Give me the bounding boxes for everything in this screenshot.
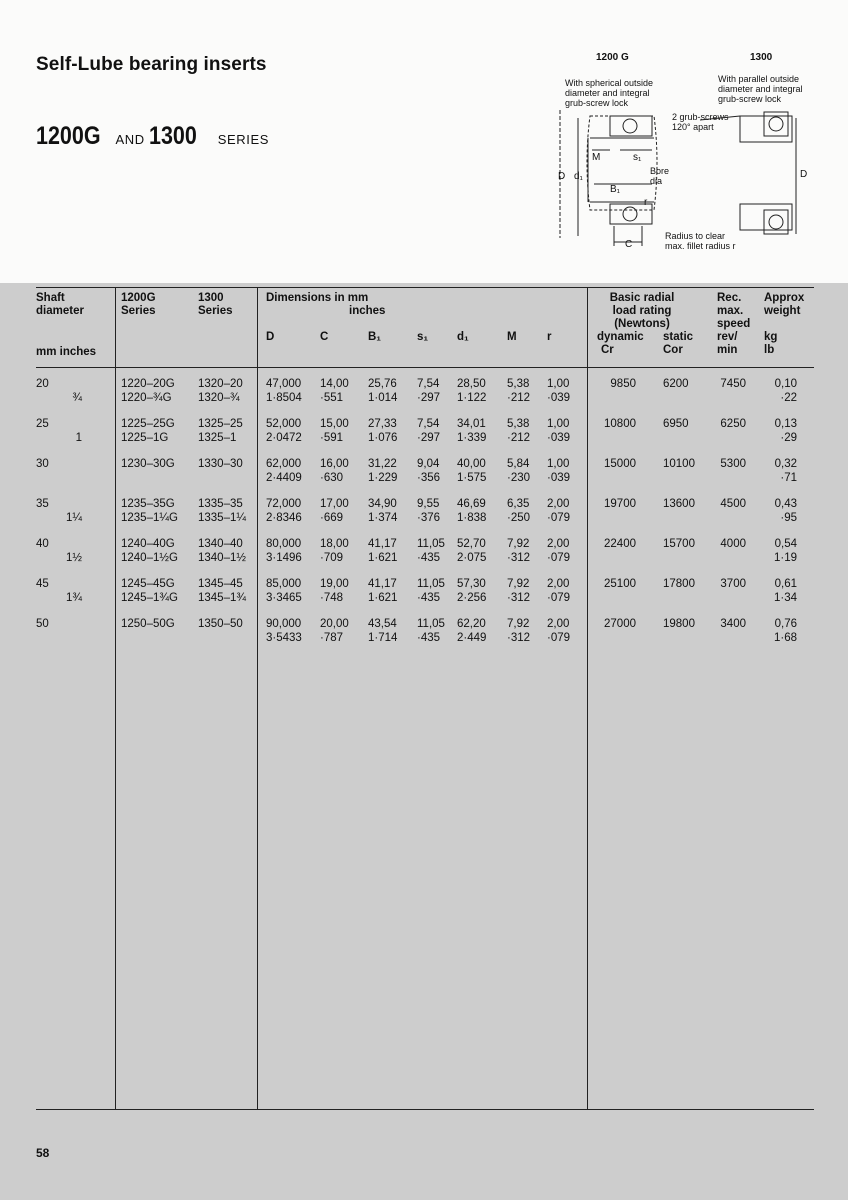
cell-mm: 25: [36, 418, 49, 430]
cell-M: 6,35 ·250: [507, 498, 531, 524]
outer-ring-left-outline: [587, 116, 657, 210]
header-shaft-units: mm inches: [36, 346, 97, 358]
table-col-divider-1: [115, 288, 116, 1109]
cell-s1: 9,04 ·356: [417, 458, 441, 484]
cell-r: 2,00 ·079: [547, 618, 571, 644]
cell-B1: 41,17 1·621: [368, 538, 398, 564]
cell-B1: 31,22 1·229: [368, 458, 398, 484]
cell-s1300: 1325–25 1325–1: [198, 418, 243, 444]
header-dims-inches: inches: [349, 305, 386, 317]
header-static: static: [663, 331, 694, 343]
diagram-desc-1300: With parallel outside diameter and integral grub-screw lock: [718, 74, 803, 104]
cell-D: 85,000 3·3465: [266, 578, 302, 604]
cell-mm: 40: [36, 538, 49, 550]
cell-cor: 15700: [663, 538, 695, 550]
header-weight: Approx weight kg lb: [764, 292, 805, 356]
cell-s1200: 1220–20G 1220–¾G: [121, 378, 175, 404]
cell-speed: 5300: [720, 458, 746, 470]
series-word: SERIES: [217, 132, 270, 147]
table-col-divider-2: [257, 288, 258, 1109]
page-title: Self-Lube bearing inserts: [36, 54, 267, 75]
cell-weight: 0,43 ·95: [774, 498, 797, 524]
cell-M: 7,92 ·312: [507, 578, 531, 604]
diagram-label-B1: B₁: [610, 184, 621, 195]
cell-D: 52,000 2·0472: [266, 418, 302, 444]
diagram-head-1200g: 1200 G: [596, 52, 629, 63]
cell-cr: 27000: [604, 618, 636, 630]
cell-D: 62,000 2·4409: [266, 458, 302, 484]
cell-inch: 1½: [66, 552, 82, 564]
cell-s1300: 1320–20 1320–¾: [198, 378, 243, 404]
series-a: 1200G: [36, 122, 101, 150]
diagram-grub-note: 2 grub-screws 120° apart: [672, 112, 729, 132]
diagram-label-C: C: [625, 239, 633, 250]
cell-speed: 7450: [720, 378, 746, 390]
cell-s1: 7,54 ·297: [417, 378, 441, 404]
cell-M: 7,92 ·312: [507, 618, 531, 644]
cell-speed: 4000: [720, 538, 746, 550]
cell-s1200: 1225–25G 1225–1G: [121, 418, 175, 444]
ball-left-top: [623, 119, 637, 133]
cell-d1: 28,50 1·122: [457, 378, 487, 404]
table-header-rule: [36, 367, 814, 368]
cell-s1200: 1245–45G 1245–1¾G: [121, 578, 178, 604]
cell-mm: 20: [36, 378, 49, 390]
ball-right-bottom: [769, 215, 783, 229]
header-col-1: C: [320, 331, 329, 343]
cell-M: 5,84 ·230: [507, 458, 531, 484]
cell-cr: 22400: [604, 538, 636, 550]
cell-B1: 43,54 1·714: [368, 618, 398, 644]
cell-s1: 9,55 ·376: [417, 498, 441, 524]
cell-cor: 6200: [663, 378, 689, 390]
cell-weight: 0,54 1·19: [773, 538, 797, 564]
cell-C: 18,00 ·709: [320, 538, 349, 564]
cell-cr: 25100: [604, 578, 636, 590]
cell-d1: 34,01 1·339: [457, 418, 487, 444]
cell-D: 72,000 2·8346: [266, 498, 302, 524]
cell-C: 17,00 ·669: [320, 498, 349, 524]
cell-C: 19,00 ·748: [320, 578, 349, 604]
diagram-bore-label: Bore dia: [650, 166, 670, 186]
cell-cor: 6950: [663, 418, 689, 430]
diagram-label-d1: d₁: [574, 171, 583, 182]
cell-d1: 62,20 2·449: [457, 618, 487, 644]
header-1200g: 1200G Series: [121, 292, 156, 317]
cell-cor: 10100: [663, 458, 695, 470]
cell-s1300: 1350–50: [198, 618, 243, 630]
diagram-label-r: r: [644, 197, 648, 208]
cell-B1: 25,76 1·014: [368, 378, 398, 404]
header-dynamic: dynamic: [597, 331, 644, 343]
diagram-label-D: D: [558, 171, 566, 182]
series-and: AND: [115, 132, 145, 147]
cell-r: 1,00 ·039: [547, 458, 571, 484]
cell-d1: 52,70 2·075: [457, 538, 487, 564]
header-col-3: s₁: [417, 331, 429, 343]
cell-r: 2,00 ·079: [547, 578, 571, 604]
cell-M: 5,38 ·212: [507, 378, 531, 404]
outer-ring-right-top: [740, 116, 792, 142]
cell-cr: 19700: [604, 498, 636, 510]
diagram-label-D-right: D: [800, 169, 808, 180]
cell-d1: 57,30 2·256: [457, 578, 487, 604]
header-1300: 1300 Series: [198, 292, 233, 317]
cell-speed: 3400: [720, 618, 746, 630]
cell-cr: 10800: [604, 418, 636, 430]
cell-s1300: 1340–40 1340–1½: [198, 538, 246, 564]
series-b: 1300: [149, 122, 198, 150]
cell-C: 16,00 ·630: [320, 458, 349, 484]
header-cr: Cr: [601, 344, 614, 356]
header-col-4: d₁: [457, 331, 469, 343]
header-col-2: B₁: [368, 331, 382, 343]
cell-s1200: 1240–40G 1240–1½G: [121, 538, 178, 564]
cell-speed: 4500: [720, 498, 746, 510]
diagram-desc-1200g: With spherical outside diameter and integral grub-screw lock: [565, 78, 654, 108]
cell-s1300: 1345–45 1345–1¾: [198, 578, 246, 604]
cell-inch: ¾: [72, 392, 82, 404]
header-speed: Rec. max. speed rev/ min: [717, 292, 751, 356]
cell-mm: 50: [36, 618, 49, 630]
cell-cr: 15000: [604, 458, 636, 470]
diagram-radius-note: Radius to clear max. fillet radius r: [665, 231, 736, 251]
cell-mm: 30: [36, 458, 49, 470]
cell-cr: 9850: [610, 378, 636, 390]
cell-cor: 17800: [663, 578, 695, 590]
cell-D: 80,000 3·1496: [266, 538, 302, 564]
cell-B1: 34,90 1·374: [368, 498, 398, 524]
header-col-5: M: [507, 331, 517, 343]
cell-B1: 27,33 1·076: [368, 418, 398, 444]
cell-mm: 45: [36, 578, 49, 590]
cell-M: 5,38 ·212: [507, 418, 531, 444]
page-number: 58: [36, 1146, 50, 1160]
cell-C: 20,00 ·787: [320, 618, 349, 644]
cell-s1200: 1250–50G: [121, 618, 175, 630]
cell-r: 2,00 ·079: [547, 538, 571, 564]
ball-left-bottom: [623, 207, 637, 221]
diagram-head-1300: 1300: [750, 52, 773, 63]
cell-inch: 1¼: [66, 512, 82, 524]
cell-d1: 46,69 1·838: [457, 498, 487, 524]
header-load: Basic radial load rating (Newtons): [609, 292, 675, 330]
cell-r: 1,00 ·039: [547, 418, 571, 444]
ball-right-top: [769, 117, 783, 131]
cell-weight: 0,32 ·71: [774, 458, 797, 484]
cell-weight: 0,13 ·29: [774, 418, 797, 444]
outer-ring-right-bottom: [740, 204, 792, 230]
cell-weight: 0,10 ·22: [774, 378, 797, 404]
table-bottom-rule: [36, 1109, 814, 1110]
cell-inch: 1: [75, 432, 82, 444]
cell-s1: 11,05 ·435: [417, 578, 445, 604]
header-col-0: D: [266, 331, 275, 343]
cell-inch: 1¾: [66, 592, 82, 604]
cell-weight: 0,61 1·34: [773, 578, 797, 604]
cell-D: 47,000 1·8504: [266, 378, 302, 404]
cell-s1: 11,05 ·435: [417, 618, 445, 644]
cell-s1: 11,05 ·435: [417, 538, 445, 564]
cell-mm: 35: [36, 498, 49, 510]
cell-cor: 19800: [663, 618, 695, 630]
cell-M: 7,92 ·312: [507, 538, 531, 564]
cell-s1200: 1230–30G: [121, 458, 175, 470]
diagram-label-M: M: [592, 152, 601, 163]
diagram-label-s1: s₁: [633, 152, 642, 163]
header-col-6: r: [547, 331, 552, 343]
cell-r: 1,00 ·039: [547, 378, 571, 404]
cell-weight: 0,76 1·68: [773, 618, 797, 644]
header-dims: Dimensions in mm: [266, 292, 369, 304]
cell-s1300: 1330–30: [198, 458, 243, 470]
cell-D: 90,000 3·5433: [266, 618, 302, 644]
cell-C: 14,00 ·551: [320, 378, 349, 404]
table-col-divider-3: [587, 288, 588, 1109]
cell-s1300: 1335–35 1335–1¼: [198, 498, 246, 524]
cell-s1200: 1235–35G 1235–1¼G: [121, 498, 178, 524]
header-shaft: Shaft diameter: [36, 292, 84, 317]
series-heading: [36, 122, 269, 151]
table-top-rule: [36, 287, 814, 288]
cell-speed: 6250: [720, 418, 746, 430]
cell-speed: 3700: [720, 578, 746, 590]
cell-C: 15,00 ·591: [320, 418, 349, 444]
header-cor: Cor: [663, 344, 683, 356]
cell-B1: 41,17 1·621: [368, 578, 398, 604]
cell-d1: 40,00 1·575: [457, 458, 487, 484]
cell-s1: 7,54 ·297: [417, 418, 441, 444]
cell-r: 2,00 ·079: [547, 498, 571, 524]
cell-cor: 13600: [663, 498, 695, 510]
